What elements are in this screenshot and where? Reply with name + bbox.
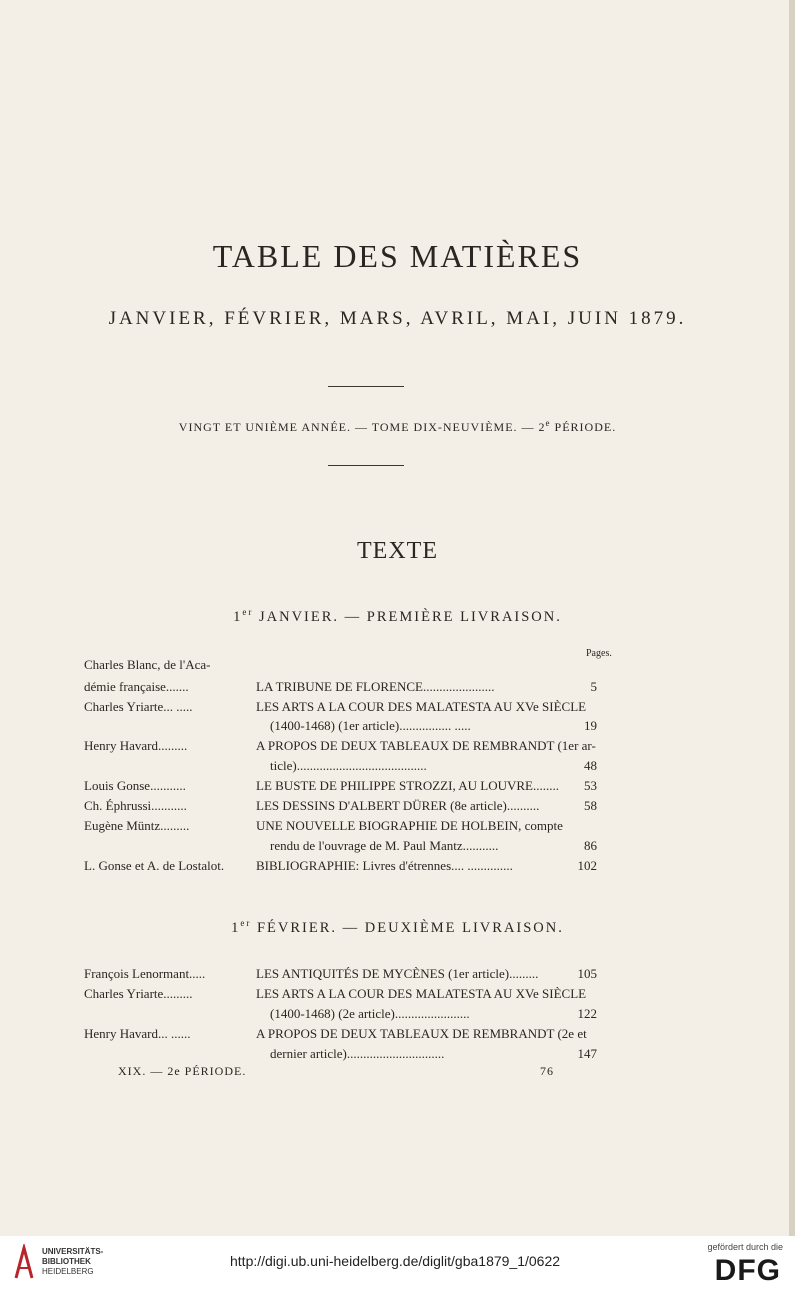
library-name — [42, 1247, 103, 1277]
toc-page: 19 — [584, 718, 597, 733]
toc-page: 48 — [584, 758, 597, 773]
toc-author: L. Gonse et A. de Lostalot. — [84, 858, 225, 873]
volume-tail: PÉRIODE. — [550, 420, 617, 434]
page-subtitle: JANVIER, FÉVRIER, MARS, AVRIL, MAI, JUIN 1879. — [108, 308, 687, 329]
pages-label: Pages. — [586, 648, 612, 659]
toc-page: 147 — [577, 1046, 597, 1061]
section-heading-text: FÉVRIER. — DEUXIÈME LIVRAISON. — [251, 919, 564, 936]
divider-top — [328, 386, 404, 387]
volume-sup: e — [545, 418, 551, 428]
toc-title: LES DESSINS D'ALBERT DÜRER (8e article).......... — [256, 798, 540, 813]
toc-title: dernier article).............................. — [270, 1046, 445, 1061]
page-title: TABLE DES MATIÈRES — [212, 238, 583, 274]
toc-page: 105 — [577, 966, 597, 981]
toc-author: Henry Havard......... — [84, 738, 188, 753]
toc-author: Eugène Müntz......... — [84, 818, 190, 833]
funder-caption: gefördert durch die — [707, 1242, 783, 1252]
toc-title: LES ANTIQUITÉS DE MYCÈNES (1er article)......... — [256, 966, 539, 981]
toc-author: Charles Yriarte......... — [84, 986, 193, 1001]
toc-author: Henry Havard... ...... — [84, 1026, 191, 1041]
section-number: 1 — [231, 919, 241, 936]
toc-title: LES ARTS A LA COUR DES MALATESTA AU XVe SIÈCLE — [256, 986, 587, 1001]
toc-page: 102 — [577, 858, 597, 873]
toc-page: 122 — [577, 1006, 597, 1021]
toc-author: François Lenormant..... — [84, 966, 206, 981]
library-line-2: BIBLIOTHEK — [42, 1257, 91, 1266]
toc-title: LA TRIBUNE DE FLORENCE...................... — [256, 679, 495, 694]
toc-author: Charles Blanc, de l'Aca- — [84, 657, 211, 672]
section-heading-1 — [0, 607, 795, 626]
bottom-bar — [0, 1236, 795, 1292]
permalink-url[interactable]: http://digi.ub.uni-heidelberg.de/diglit/gba1879_1/0622 — [230, 1253, 561, 1269]
volume-line — [0, 418, 795, 435]
footer-number: 76 — [540, 1064, 554, 1078]
toc-title: A PROPOS DE DEUX TABLEAUX DE REMBRANDT (1er ar- — [256, 738, 596, 753]
library-line-3: HEIDELBERG — [42, 1267, 94, 1276]
toc-title: ticle)........................................ — [270, 758, 427, 773]
library-logo-icon — [14, 1244, 34, 1282]
section-sup: er — [240, 918, 252, 928]
toc-title: A PROPOS DE DEUX TABLEAUX DE REMBRANDT (2e et — [256, 1026, 587, 1041]
section-heading-text: JANVIER. — PREMIÈRE LIVRAISON. — [253, 608, 562, 625]
toc-page: 86 — [584, 838, 597, 853]
toc-title: LE BUSTE DE PHILIPPE STROZZI, AU LOUVRE........ — [256, 778, 559, 793]
section-sup: er — [242, 607, 254, 617]
toc-author: Ch. Éphrussi........... — [84, 798, 187, 813]
divider-bottom — [328, 465, 404, 466]
toc-title: (1400-1468) (2e article)....................... — [270, 1006, 470, 1021]
toc-title: LES ARTS A LA COUR DES MALATESTA AU XVe SIÈCLE — [256, 699, 587, 714]
toc-title: rendu de l'ouvrage de M. Paul Mantz........... — [270, 838, 499, 853]
toc-title: UNE NOUVELLE BIOGRAPHIE DE HOLBEIN, compte — [256, 818, 563, 833]
toc-author: Charles Yriarte... ..... — [84, 699, 193, 714]
footer-signature: XIX. — 2e PÉRIODE. — [118, 1064, 247, 1078]
toc-title: BIBLIOGRAPHIE: Livres d'étrennes.... .............. — [256, 858, 513, 873]
toc-page: 5 — [590, 679, 597, 694]
section-title: TEXTE — [357, 538, 438, 564]
volume-text: VINGT ET UNIÈME ANNÉE. — TOME DIX-NEUVIÈME. — 2 — [178, 420, 546, 434]
dfg-logo: DFG — [714, 1254, 781, 1287]
toc-title: (1400-1468) (1er article)................ ..... — [270, 718, 471, 733]
section-heading-2 — [0, 918, 795, 937]
library-line-1: UNIVERSITÄTS- — [42, 1247, 104, 1256]
toc-author: Louis Gonse........... — [84, 778, 186, 793]
section-number: 1 — [233, 608, 243, 625]
toc-author: démie française....... — [84, 679, 189, 694]
toc-page: 53 — [584, 778, 597, 793]
toc-page: 58 — [584, 798, 597, 813]
